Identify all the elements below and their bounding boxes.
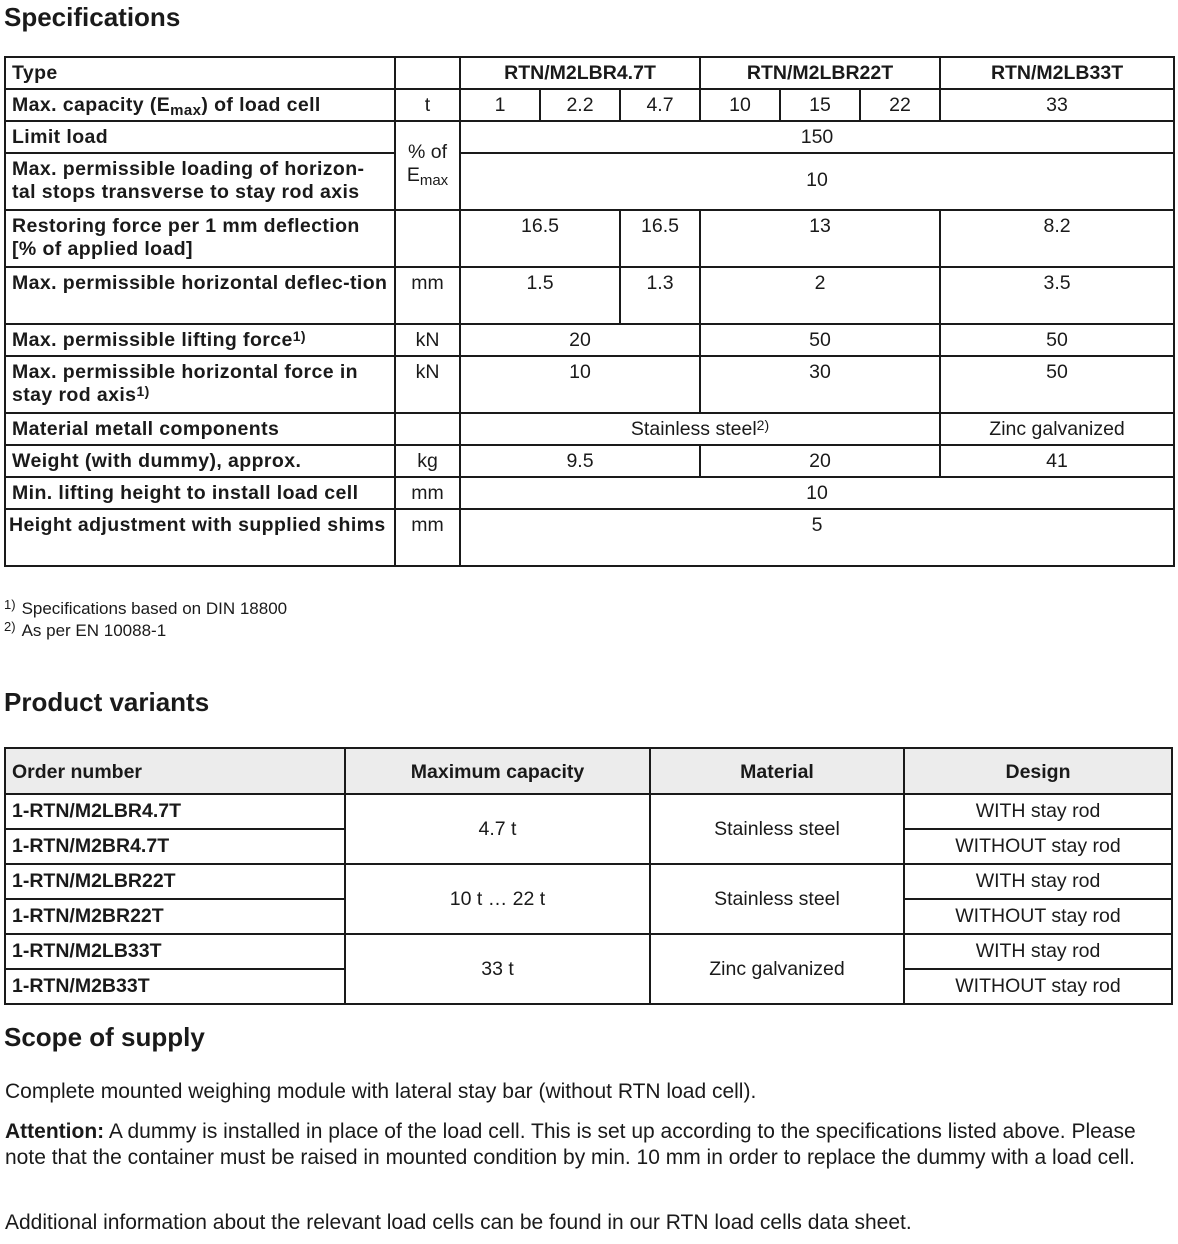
design-cell: WITHOUT stay rod	[904, 829, 1172, 864]
material-cell: Zinc galvanized	[650, 934, 904, 1004]
row-unit	[395, 413, 460, 445]
spec-header-row	[5, 57, 1174, 89]
spec-value: 15	[780, 89, 860, 121]
row-unit: mm	[395, 477, 460, 509]
row-unit: mm	[395, 267, 460, 324]
spec-value: 50	[700, 324, 940, 356]
spec-value: 16.5	[460, 210, 620, 267]
column-header: Maximum capacity	[345, 748, 650, 794]
spec-value: 8.2	[940, 210, 1174, 267]
spec-value: 2.2	[540, 89, 620, 121]
spec-value: 13	[700, 210, 940, 267]
spec-value: 1	[460, 89, 540, 121]
model-header: RTN/M2LBR4.7T	[460, 57, 700, 89]
spec-row-horizontal-deflection	[5, 267, 1174, 324]
spec-value: 5	[460, 509, 1174, 566]
footnote: $^{1)}$ Specifications based on DIN 18800	[4, 597, 288, 618]
scope-paragraph: Complete mounted weighing module with lateral stay bar (without RTN load cell).	[5, 1080, 757, 1103]
product-variants-table	[4, 747, 1173, 1005]
row-unit: % of $E_{max}$	[395, 121, 460, 210]
row-unit: kN	[395, 356, 460, 413]
row-unit: mm	[395, 509, 460, 566]
row-label: Max. permissible horizontal force in stay rod axis$^{1)}$	[5, 356, 395, 413]
attention-label: Attention:	[5, 1120, 105, 1143]
row-label: Min. lifting height to install load cell	[5, 477, 395, 509]
spec-row-min-lifting-height	[5, 477, 1174, 509]
spec-value: 10	[700, 89, 780, 121]
unit-header	[395, 57, 460, 89]
row-label: Restoring force per 1 mm deflection [% of applied load]	[5, 210, 395, 267]
spec-value: 150	[460, 121, 1174, 153]
row-unit: t	[395, 89, 460, 121]
spec-row-height-adjustment	[5, 509, 1174, 566]
row-label: Max. capacity $(E_{max})$ of load cell	[5, 89, 395, 121]
row-label: Limit load	[5, 121, 395, 153]
material-cell: Stainless steel	[650, 794, 904, 864]
order-number: 1-RTN/M2BR4.7T	[5, 829, 345, 864]
product-variants-heading: Product variants	[4, 687, 210, 717]
model-header: RTN/M2LBR22T	[700, 57, 940, 89]
row-label: Max. permissible loading of horizon-tal stops transverse to stay rod axis	[5, 153, 395, 210]
spec-value: 1.5	[460, 267, 620, 324]
max-capacity-cell: 10 t … 22 t	[345, 864, 650, 934]
spec-value: 2	[700, 267, 940, 324]
spec-row-weight	[5, 445, 1174, 477]
order-number: 1-RTN/M2LBR22T	[5, 864, 345, 899]
type-label: Type	[5, 57, 395, 89]
specifications-heading: Specifications	[4, 2, 181, 32]
spec-value: 22	[860, 89, 940, 121]
spec-value: Stainless steel$^{2)}$	[460, 413, 940, 445]
design-cell: WITH stay rod	[904, 934, 1172, 969]
row-unit	[395, 210, 460, 267]
row-label: Weight (with dummy), approx.	[5, 445, 395, 477]
design-cell: WITH stay rod	[904, 794, 1172, 829]
column-header: Order number	[5, 748, 345, 794]
spec-row-lifting-force	[5, 324, 1174, 356]
spec-value: 20	[700, 445, 940, 477]
spec-row-horizontal-stops	[5, 153, 1174, 210]
scope-of-supply-heading: Scope of supply	[4, 1022, 205, 1052]
design-cell: WITHOUT stay rod	[904, 969, 1172, 1004]
row-label: Height adjustment with supplied shims	[5, 509, 395, 566]
spec-value: 41	[940, 445, 1174, 477]
spec-value: 10	[460, 356, 700, 413]
order-number: 1-RTN/M2BR22T	[5, 899, 345, 934]
specifications-table	[4, 56, 1175, 567]
row-unit: kN	[395, 324, 460, 356]
spec-row-material	[5, 413, 1174, 445]
row-label: Max. permissible lifting force$^{1)}$	[5, 324, 395, 356]
spec-row-limit-load	[5, 121, 1174, 153]
row-unit: kg	[395, 445, 460, 477]
spec-value: 30	[700, 356, 940, 413]
row-label: Max. permissible horizontal deflec-tion	[5, 267, 395, 324]
spec-value: 3.5	[940, 267, 1174, 324]
spec-value: 50	[940, 356, 1174, 413]
footnote: $^{2)}$ As per EN 10088-1	[4, 619, 167, 640]
row-label: Material metall components	[5, 413, 395, 445]
material-cell: Stainless steel	[650, 864, 904, 934]
table-row	[5, 864, 1172, 899]
spec-value: 16.5	[620, 210, 700, 267]
additional-info-paragraph: Additional information about the relevant load cells can be found in our RTN load cells data sheet.	[5, 1211, 912, 1234]
variants-header-row	[5, 748, 1172, 794]
max-capacity-cell: 33 t	[345, 934, 650, 1004]
spec-value: 4.7	[620, 89, 700, 121]
spec-value: 10	[460, 153, 1174, 210]
model-header: RTN/M2LB33T	[940, 57, 1174, 89]
spec-value: 20	[460, 324, 700, 356]
spec-row-restoring-force	[5, 210, 1174, 267]
spec-value: 10	[460, 477, 1174, 509]
column-header: Design	[904, 748, 1172, 794]
order-number: 1-RTN/M2B33T	[5, 969, 345, 1004]
design-cell: WITHOUT stay rod	[904, 899, 1172, 934]
attention-paragraph: Attention: A dummy is installed in place of the load cell. This is set up according to the specifications listed above. Please note that the container must be raised in mounted condition by min. 10 mm in order to replace the dummy with a load cell.	[5, 1120, 1136, 1169]
column-header: Material	[650, 748, 904, 794]
order-number: 1-RTN/M2LBR4.7T	[5, 794, 345, 829]
table-row	[5, 794, 1172, 829]
spec-value: Zinc galvanized	[940, 413, 1174, 445]
design-cell: WITH stay rod	[904, 864, 1172, 899]
spec-value: 1.3	[620, 267, 700, 324]
spec-row-max-capacity	[5, 89, 1174, 121]
spec-value: 9.5	[460, 445, 700, 477]
order-number: 1-RTN/M2LB33T	[5, 934, 345, 969]
spec-value: 50	[940, 324, 1174, 356]
spec-value: 33	[940, 89, 1174, 121]
table-row	[5, 934, 1172, 969]
spec-row-horizontal-force	[5, 356, 1174, 413]
max-capacity-cell: 4.7 t	[345, 794, 650, 864]
